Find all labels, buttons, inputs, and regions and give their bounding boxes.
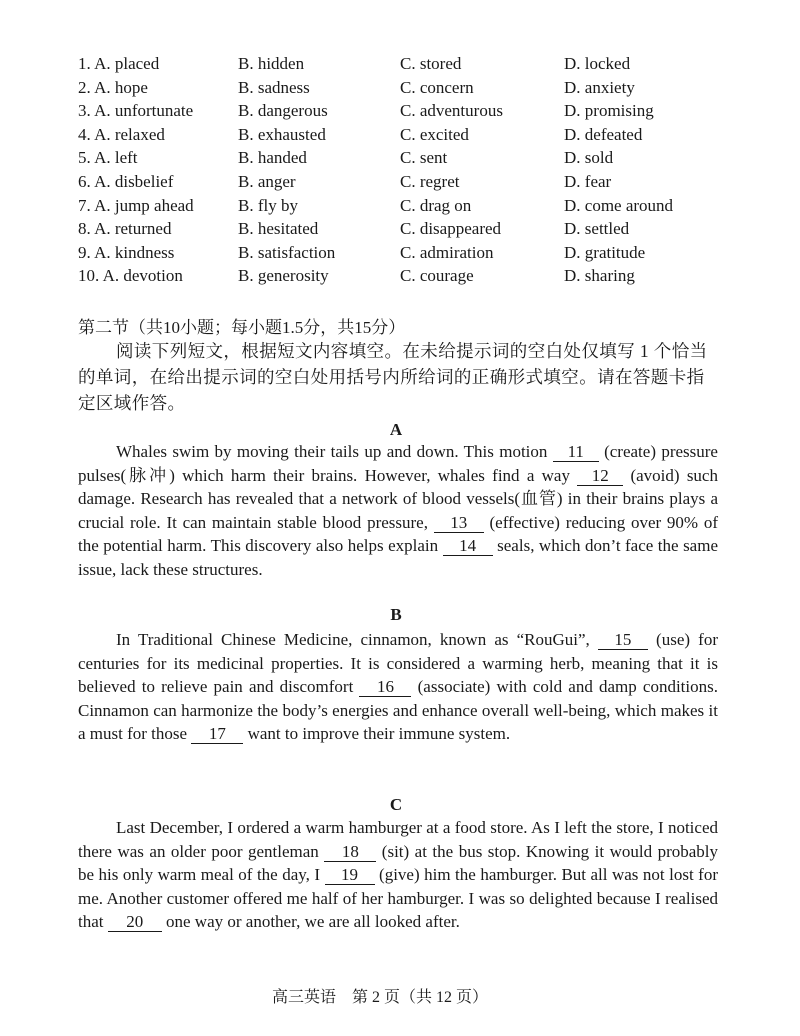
option-row: [78, 241, 738, 265]
option-d: D. fear: [564, 171, 612, 191]
passage-b-text: [78, 628, 718, 746]
option-row: [78, 170, 738, 194]
option-a-text: A. devotion: [102, 266, 183, 286]
passage-a-title: A: [389, 420, 403, 439]
question-number: 10.: [78, 266, 100, 286]
option-a-text: A. relaxed: [94, 124, 165, 144]
option-a-text: A. hope: [94, 77, 148, 97]
blank-12: 12: [577, 467, 623, 486]
option-c: C. regret: [400, 171, 460, 191]
passage-text: want to improve their immune system.: [243, 724, 511, 744]
option-a-text: A. jump ahead: [94, 195, 194, 215]
option-a: [78, 76, 148, 100]
option-a-text: A. returned: [94, 219, 172, 239]
option-row: [78, 264, 738, 288]
blank-14: 14: [443, 537, 493, 556]
option-row: [78, 146, 738, 170]
option-b: B. satisfaction: [238, 242, 336, 262]
blank-16: 16: [359, 678, 411, 697]
blank-11: 11: [553, 443, 599, 462]
option-b: B. exhausted: [238, 124, 326, 144]
option-a: [78, 99, 193, 123]
passage-text: seals, which don’t face the same issue, lack these structures.: [78, 536, 718, 579]
option-b: B. dangerous: [238, 101, 328, 121]
option-row: [78, 123, 738, 147]
section-heading: 第二节（共10小题；每小题1.5分，共15分）: [78, 318, 406, 337]
option-a: [78, 264, 183, 288]
passage-text: Whales swim by moving their tails up and down. This motion: [116, 442, 553, 461]
option-d: D. come around: [564, 195, 674, 215]
question-number: 5.: [78, 148, 91, 168]
question-number: 2.: [78, 77, 91, 97]
option-a-text: A. left: [94, 148, 138, 168]
option-b: B. fly by: [238, 195, 298, 215]
option-a: [78, 52, 159, 76]
passage-text: (associate) with cold and damp conditions. Cinnamon can harmonize the body’s energies and enhance overall well-being, which makes it a must for those: [78, 677, 718, 744]
option-c: C. adventurous: [400, 101, 503, 121]
blank-19: 19: [325, 866, 375, 885]
passage-text: (give) him the hamburger. But all was not lost for me. Another customer offered me half of her hamburger. I was so delighted because I realised that: [78, 865, 718, 932]
option-a: [78, 146, 138, 170]
option-d: D. gratitude: [564, 242, 646, 262]
question-number: 4.: [78, 124, 91, 144]
option-c: C. sent: [400, 148, 448, 168]
blank-17: 17: [191, 725, 243, 744]
option-d: D. sold: [564, 148, 614, 168]
option-a-text: A. disbelief: [94, 171, 174, 191]
option-row: [78, 217, 738, 241]
blank-18: 18: [324, 843, 376, 862]
passage-a-text: [78, 440, 718, 582]
section-instructions: 阅读下列短文，根据短文内容填空。在未给提示词的空白处仅填写 1 个恰当的单词，在给出提示词的空白处用括号内所给词的正确形式填空。请在答题卡指定区域作答。: [78, 341, 708, 413]
option-a: [78, 170, 173, 194]
blank-13: 13: [434, 514, 484, 533]
option-c: C. admiration: [400, 242, 494, 262]
option-c: C. excited: [400, 124, 469, 144]
option-c: C. stored: [400, 54, 462, 73]
passage-text: (sit) at the bus stop. Knowing it would probably be his only warm meal of the day, I: [78, 841, 719, 885]
option-b: B. hidden: [238, 54, 305, 73]
option-a-text: A. unfortunate: [94, 101, 194, 121]
option-a-text: A. placed: [94, 54, 160, 73]
option-d: D. promising: [564, 101, 654, 121]
blank-15: 15: [598, 631, 648, 650]
passage-text: (create) pressure pulses(脉冲) which harm their brains. However, whales find a way: [78, 442, 718, 485]
blank-20: 20: [108, 913, 162, 932]
option-d: D. settled: [564, 219, 630, 239]
options-table: [78, 52, 738, 288]
passage-text: Last December, I ordered a warm hamburger at a food store. As I left the store, I noticed there was an older poor gentleman: [78, 818, 718, 861]
option-row: [78, 194, 738, 218]
option-d: D. locked: [564, 54, 631, 73]
passage-c-title: C: [389, 795, 403, 814]
option-b: B. generosity: [238, 266, 329, 286]
question-number: 7.: [78, 195, 91, 215]
option-d: D. defeated: [564, 124, 643, 144]
question-number: 1.: [78, 54, 91, 73]
option-row: [78, 52, 738, 76]
option-row: [78, 99, 738, 123]
question-number: 3.: [78, 101, 91, 121]
option-row: [78, 76, 738, 100]
option-b: B. hesitated: [238, 219, 319, 239]
option-a: [78, 123, 165, 147]
passage-text: In Traditional Chinese Medicine, cinnamon, known as “RouGui”,: [116, 630, 598, 649]
option-c: C. disappeared: [400, 219, 502, 239]
option-b: B. handed: [238, 148, 307, 168]
question-number: 9.: [78, 242, 91, 262]
option-d: D. sharing: [564, 266, 635, 286]
passage-text: (avoid) such damage. Research has revealed that a network of blood vessels(血管) in their brains plays a crucial role. It can maintain stable blood pressure,: [78, 465, 718, 532]
option-a: [78, 217, 171, 241]
option-c: C. concern: [400, 77, 474, 97]
option-a-text: A. kindness: [94, 242, 175, 262]
question-number: 8.: [78, 219, 91, 239]
passage-c-text: [78, 816, 718, 934]
passage-text: (use) for centuries for its medicinal properties. It is considered a warming herb, meaning that it is believed to relieve pain and discomfort: [78, 630, 718, 697]
option-b: B. sadness: [238, 77, 310, 97]
option-a: [78, 241, 174, 265]
option-d: D. anxiety: [564, 77, 635, 97]
passage-text: one way or another, we are all looked after.: [161, 912, 460, 932]
page-footer: 高三英语 第 2 页（共 12 页）: [271, 989, 488, 1006]
question-number: 6.: [78, 171, 91, 191]
option-b: B. anger: [238, 171, 296, 191]
option-c: C. courage: [400, 266, 474, 286]
option-c: C. drag on: [400, 195, 472, 215]
option-a: [78, 194, 194, 218]
passage-text: (effective) reducing over 90% of the potential harm. This discovery also helps explain: [78, 512, 718, 556]
passage-b-title: B: [390, 605, 402, 624]
